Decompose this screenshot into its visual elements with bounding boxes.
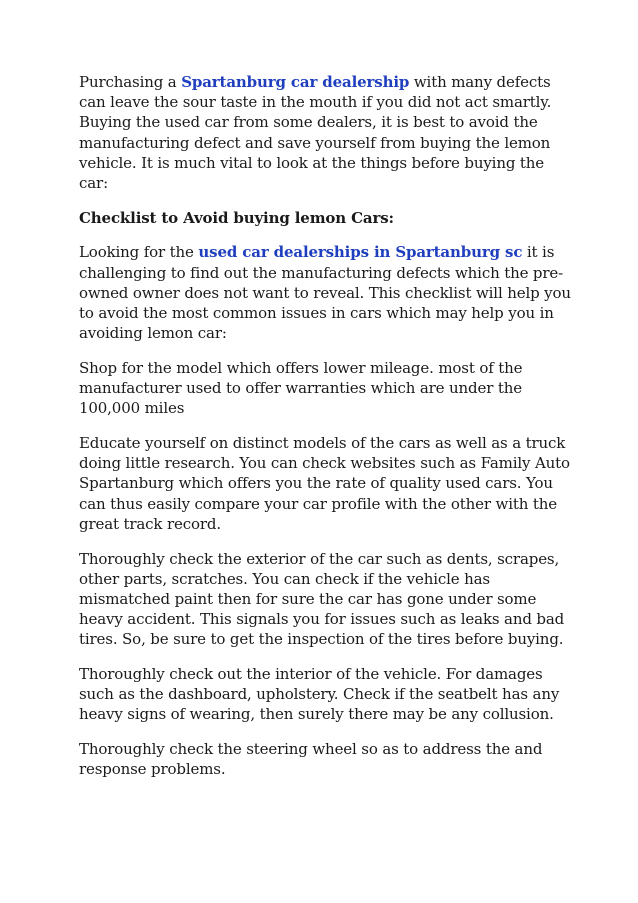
intro-paragraph xyxy=(79,72,574,193)
mileage-paragraph: Shop for the model which offers lower mileage. most of the manufacturer used to offer warranties which are under the 100,000 miles xyxy=(79,358,523,418)
spartanburg-car-dealership-link[interactable]: Spartanburg car dealership xyxy=(181,73,410,91)
checklist-heading: Checklist to Avoid buying lemon Cars: xyxy=(79,208,394,227)
lookingfor-text-before: Looking for the xyxy=(79,243,199,262)
intro-text-after: with many defects can leave the sour taste in the mouth if you did not act smartly. Buying the used car from some dealers, it is best to avoid the manufacturing defect and save yourself from buying the lemon vehicle. It is much vital to look at the things before buying the car: xyxy=(79,73,552,193)
lookingfor-paragraph xyxy=(79,242,574,343)
intro-text-before: Purchasing a xyxy=(79,73,182,91)
lookingfor-text-after: it is challenging to find out the manufacturing defects which the pre-owned owner does not want to reveal. This checklist will help you to avoid the most common issues in cars which may help you in avoiding lemon car: xyxy=(79,243,571,343)
exterior-paragraph: Thoroughly check the exterior of the car such as dents, scrapes, other parts, scratches. You can check if the vehicle has mismatched paint then for sure the car has gone under some heavy accident. This signals you for issues such as leaks and bad tires. So, be sure to get the inspection of the tires before buying. xyxy=(79,549,565,649)
interior-paragraph: Thoroughly check out the interior of the vehicle. For damages such as the dashboard, upholstery. Check if the seatbelt has any heavy signs of wearing, then surely there may be any collusion. xyxy=(79,665,560,724)
research-paragraph: Educate yourself on distinct models of the cars as well as a truck doing little research. You can check websites such as Family Auto Spartanburg which offers you the rate of quality used cars. You can thus easily compare your car profile with the other with the great track record. xyxy=(79,434,570,533)
steering-paragraph: Thoroughly check the steering wheel so as to address the and response problems. xyxy=(79,740,543,779)
document-page xyxy=(79,72,574,794)
used-car-dealerships-link[interactable]: used car dealerships in Spartanburg sc xyxy=(198,243,523,262)
